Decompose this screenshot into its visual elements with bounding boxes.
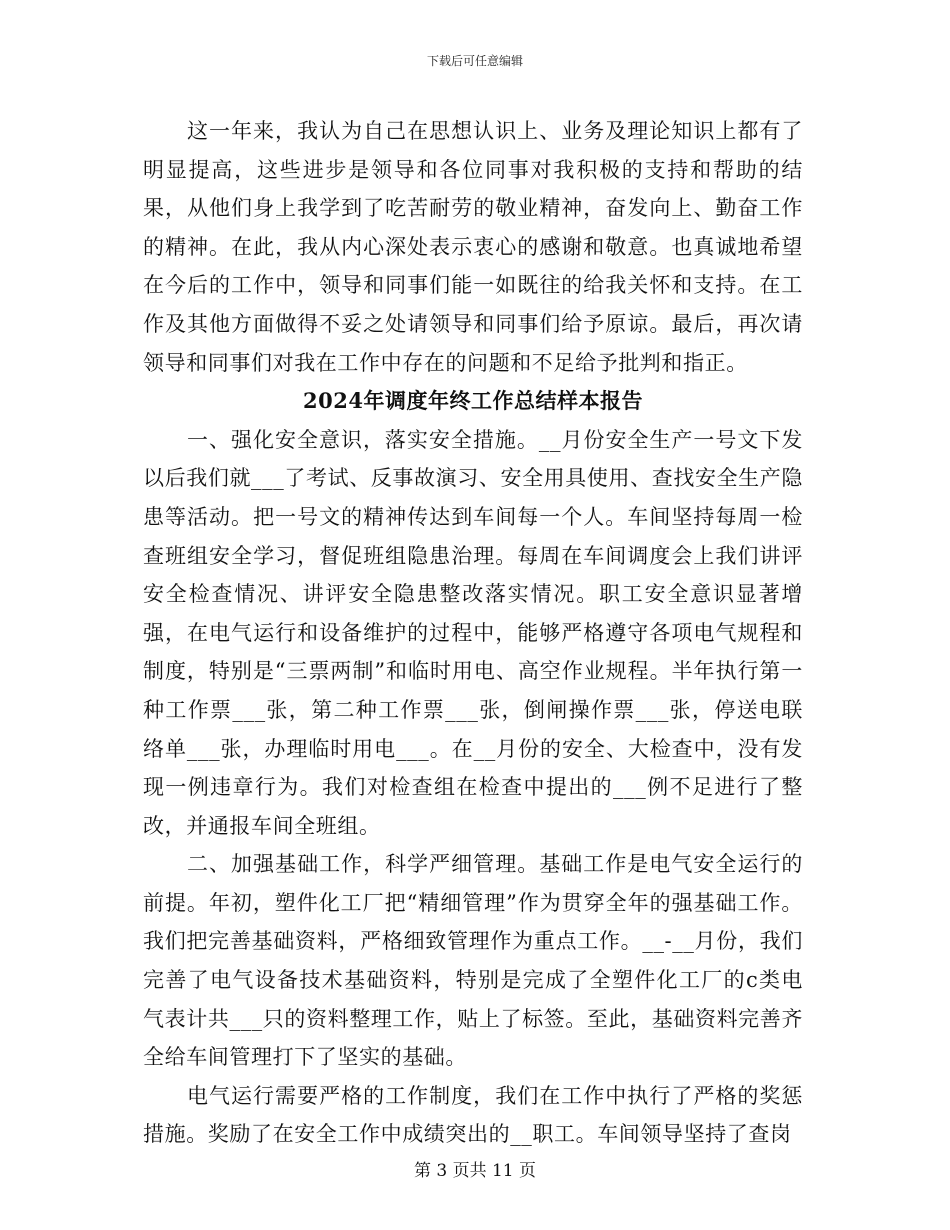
paragraph-rules: 电气运行需要严格的工作制度，我们在工作中执行了严格的奖惩措施。奖励了在安全工作中成绩突出的__职工。车间领导坚持了查岗 [143, 1083, 803, 1147]
intro-paragraph: 这一年来，我认为自己在思想认识上、业务及理论知识上都有了明显提高，这些进步是领导和各位同事对我积极的支持和帮助的结果，从他们身上我学到了吃苦耐劳的敬业精神，奋发向上、勤奋工作的精神。在此，我从内心深处表示衷心的感谢和敬意。也真诚地希望在今后的工作中，领导和同事们能一如既往的给我关怀和支持。在工作及其他方面做得不妥之处请领导和同事们给予原谅。最后，再次请领导和同事们对我在工作中存在的问题和不足给予批判和指正。 [143, 119, 803, 375]
document-body [143, 112, 803, 1154]
document-title: 2024年调度年终工作总结样本报告 [303, 388, 643, 414]
page-number: 第 3 页共 11 页 [413, 1161, 537, 1181]
paragraph-foundation: 二、加强基础工作，科学严细管理。基础工作是电气安全运行的前提。年初，塑件化工厂把“精细管理”作为贯穿全年的强基础工作。我们把完善基础资料，严格细致管理作为重点工作。__-__月份，我们完善了电气设备技术基础资料，特别是完成了全塑件化工厂的c类电气表计共___只的资料整理工作，贴上了标签。至此，基础资料完善齐全给车间管理打下了坚实的基础。 [143, 852, 803, 1070]
page-header-note: 下载后可任意编辑 [426, 54, 523, 68]
paragraph-safety: 一、强化安全意识，落实安全措施。__月份安全生产一号文下发以后我们就___了考试、反事故演习、安全用具使用、查找安全生产隐患等活动。把一号文的精神传达到车间每一个人。车间坚持每周一检查班组安全学习，督促班组隐患治理。每周在车间调度会上我们讲评安全检查情况、讲评安全隐患整改落实情况。职工安全意识显著增强，在电气运行和设备维护的过程中，能够严格遵守各项电气规程和制度，特别是“三票两制”和临时用电、高空作业规程。半年执行第一种工作票___张，第二种工作票___张，倒闸操作票___张，停送电联络单___张，办理临时用电___。在__月份的安全、大检查中，没有发现一例违章行为。我们对检查组在检查中提出的___例不足进行了整改，并通报车间全班组。 [143, 427, 803, 838]
